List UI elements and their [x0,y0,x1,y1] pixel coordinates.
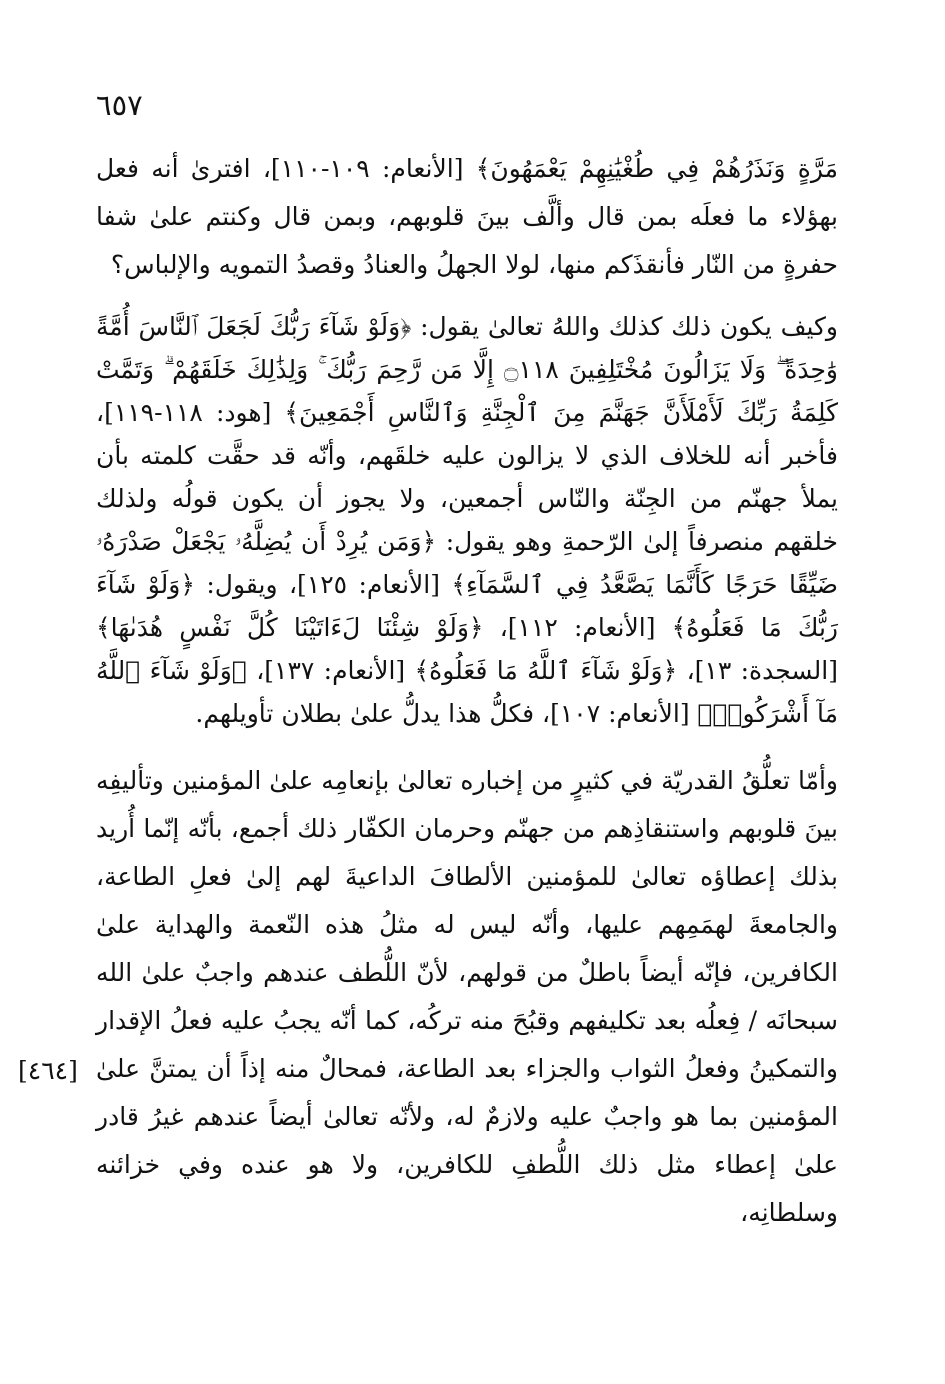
page-number: ٦٥٧ [96,88,143,122]
paragraph: وأمّا تعلُّقُ القدريّة في كثيرٍ من إخباره تعالىٰ بإنعامِه علىٰ المؤمنين وتأليفِه بينَ قلوبهم واستنقاذِهم من جهنّم وحرمان الكفّار ذلك أجمع، بأنّه إنّما أُريد بذلك إعطاؤه تعالىٰ للمؤمنين الألطافَ الداعيةَ لهم إلىٰ فعلِ الطاعة، والجامعةَ لهمَمِهم عليها، وأنّه ليس له مثلُ هذه النّعمة والهداية علىٰ الكافرين، فإنّه أيضاً باطلٌ من قولهم، لأنّ اللُّطف عندهم واجبٌ علىٰ الله سبحانَه / فِعلُه بعد تكليفهم وقبُحَ منه تركُه، كما أنّه يجبُ عليه فعلُ الإقدار والتمكينُ وفعلُ الثواب والجزاء بعد الطاعة، فمحالٌ منه إذاً أن يمتنَّ علىٰ المؤمنين بما هو واجبٌ عليه ولازمٌ له، ولأنّه تعالىٰ أيضاً عندهم غيرُ قادر علىٰ إعطاء مثل ذلك اللُّطفِ للكافرين، ولا هو عنده وفي خزائنه وسلطانِه، [96,766,839,1227]
text-body [96,145,838,1237]
margin-page-reference: [٤٦٤] [18,1056,78,1085]
paragraph: وكيف يكون ذلك كذلك واللهُ تعالىٰ يقول: ﴿وَلَوْ شَآءَ رَبُّكَ لَجَعَلَ ٱلنَّاسَ أُمَّةً وَٰحِدَةً ۖ وَلَا يَزَالُونَ مُخْتَلِفِينَ ۝١١٨ إِلَّا مَن رَّحِمَ رَبُّكَ ۚ وَلِذَٰلِكَ خَلَقَهُمْ ۗ وَتَمَّتْ كَلِمَةُ رَبِّكَ لَأَمْلَأَنَّ جَهَنَّمَ مِنَ ٱلْجِنَّةِ وَٱلنَّاسِ أَجْمَعِينَ﴾ [هود: ١١٨-١١٩]، فأخبر أنه للخلاف الذي لا يزالون عليه خلقَهم، وأنّه قد حقَّت كلمته بأن يملأ جهنّم من الجِنّة والنّاس أجمعين، ولا يجوز أن يكون قولُه ولذلك خلقهم منصرفاً إلىٰ الرّحمةِ وهو يقول: ﴿وَمَن يُرِدْ أَن يُضِلَّهُۥ يَجْعَلْ صَدْرَهُۥ ضَيِّقًا حَرَجًا كَأَنَّمَا يَصَّعَّدُ فِي ٱلسَّمَآءِ﴾ [الأنعام: ١٢٥]، ويقول: ﴿وَلَوْ شَآءَ رَبُّكَ مَا فَعَلُوهُ﴾ [الأنعام: ١١٢]، ﴿وَلَوْ شِئْنَا لَءَاتَيْنَا كُلَّ نَفْسٍ هُدَىٰهَا﴾ [السجدة: ١٣]، ﴿وَلَوْ شَآءَ ٱللَّهُ مَا فَعَلُوهُ﴾ [الأنعام: ١٣٧]، ﴿وَلَوْ شَآءَ ٱللَّهُ مَآ أَشْرَكُوا۟﴾ [الأنعام: ١٠٧]، فكلُّ هذا يدلُّ علىٰ بطلان تأويلهم. [96,312,838,728]
paragraph: مَرَّةٍ وَنَذَرُهُمْ فِي طُغْيَٰنِهِمْ يَعْمَهُونَ﴾ [الأنعام: ١٠٩-١١٠]، افترىٰ أنه فعل بهؤلاء ما فعلَه بمن قال وألَّف بينَ قلوبهم، وبمن قال وكنتم علىٰ شفا حفرةٍ من النّار فأنقذَكم منها، لولا الجهلُ والعنادُ وقصدُ التمويه والإلباس؟ [96,154,838,279]
